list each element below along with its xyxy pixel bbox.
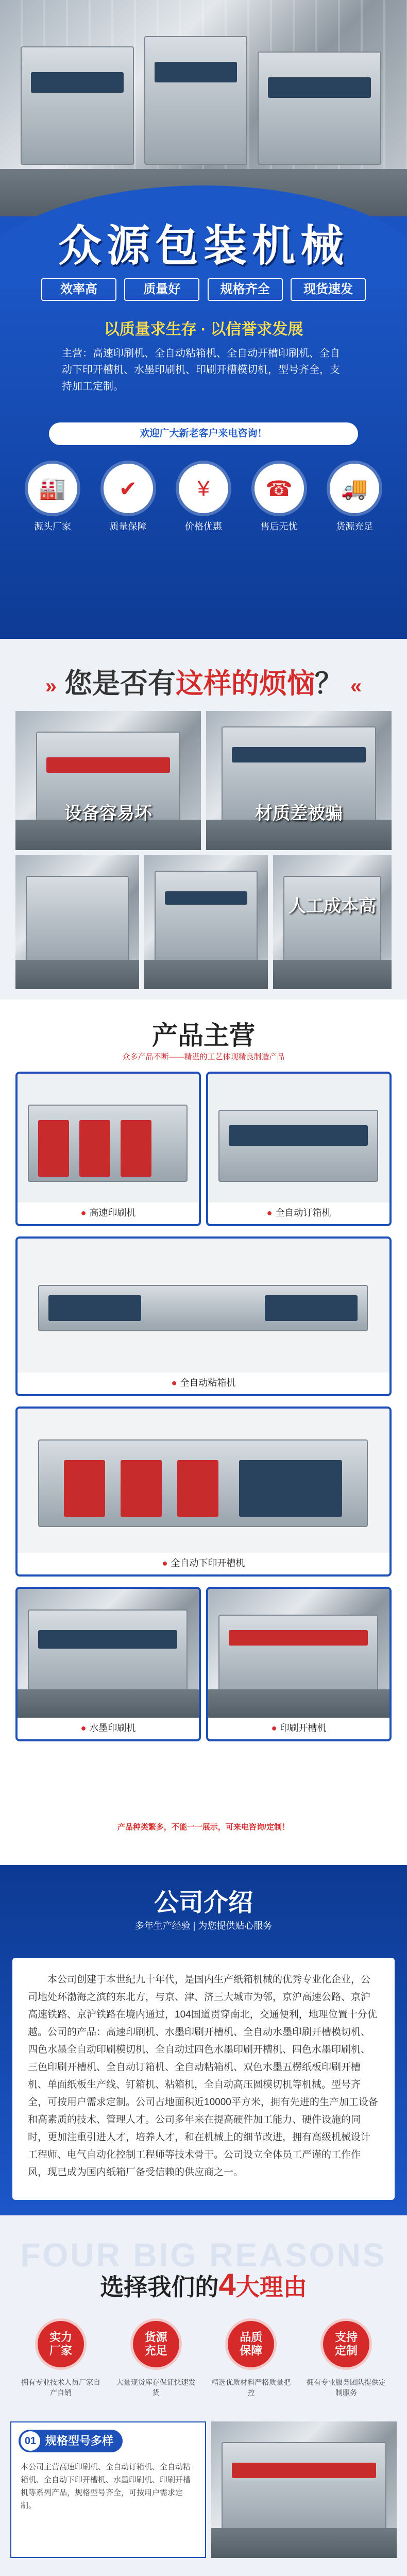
service-icon: ☎ xyxy=(255,464,304,513)
products-subtitle: 众多产品不断——精湛的工艺体现精良制造产品 xyxy=(122,1053,285,1061)
product-image xyxy=(208,1589,389,1718)
welcome-banner[interactable]: 欢迎广大新老客户来电咨询！ xyxy=(49,422,358,445)
feature-tag: 规格齐全 xyxy=(208,278,283,301)
badge-desc: 精选优质材料严格质量把控 xyxy=(211,2378,291,2397)
reason-heading xyxy=(19,2430,123,2452)
product-name: 全自动订箱机 xyxy=(275,1208,331,1218)
product-label xyxy=(18,1376,389,1389)
product-image xyxy=(18,1074,199,1202)
advantage-label: 源头厂家 xyxy=(34,521,71,532)
advantage-label: 价格优惠 xyxy=(185,521,222,532)
advantage-label: 货源充足 xyxy=(336,521,373,532)
trouble-photo xyxy=(273,855,392,989)
badge-desc: 拥有专业服务团队提供定制服务 xyxy=(306,2378,386,2397)
reason-desc: 本公司主营高速印刷机、全自动订箱机、全自动粘箱机、全自动下印开槽机、水墨印刷机、印刷开槽机等系列产品，规格型号齐全，可按用户需求定制。 xyxy=(21,2463,191,2510)
trouble-caption: 设备容易坏 xyxy=(64,804,152,823)
factory-photo xyxy=(0,0,407,216)
hero-banner xyxy=(0,0,407,649)
chevron-left-icon: « xyxy=(350,675,362,698)
quality-icon: ✔ xyxy=(104,464,153,513)
bullet-icon: ● xyxy=(266,1208,273,1218)
badge-label: 支持定制 xyxy=(320,2318,372,2370)
reason-block xyxy=(10,2421,397,2558)
chevron-right-icon: » xyxy=(45,675,57,698)
advantage-label: 售后无忧 xyxy=(260,521,298,532)
products-section xyxy=(0,999,407,1865)
reason-badge xyxy=(21,2318,101,2398)
trouble-grid xyxy=(15,711,392,989)
product-label xyxy=(208,1206,389,1219)
bullet-icon: ● xyxy=(271,1723,277,1733)
reason-title: 规格型号多样 xyxy=(45,2434,114,2447)
advantage-icons xyxy=(21,464,386,533)
trouble-title-suffix: ？ xyxy=(315,668,343,699)
reason-badge xyxy=(211,2318,291,2398)
motto: 以质量求生存 · 以信誉求发展 xyxy=(104,321,303,338)
badge-label: 实力厂家 xyxy=(35,2318,87,2370)
product-name: 全自动粘箱机 xyxy=(180,1378,236,1388)
company-intro-section xyxy=(0,1865,407,2215)
badge-desc: 大量现货库存保证快速发货 xyxy=(116,2378,196,2397)
products-note: 产品种类繁多，不能一一展示，可来电咨询/定制！ xyxy=(117,1823,290,1832)
product-image xyxy=(208,1074,389,1202)
bullet-icon: ● xyxy=(80,1208,87,1218)
badge-label: 品质保障 xyxy=(225,2318,277,2370)
reasons-title-number: 4 xyxy=(218,2267,236,2302)
reasons-section xyxy=(0,2215,407,2576)
product-label xyxy=(18,1206,199,1219)
advantage-item xyxy=(323,464,386,533)
trouble-section xyxy=(0,639,407,999)
brand-title: 众源包装机械 xyxy=(58,222,349,270)
product-card[interactable] xyxy=(15,1072,201,1226)
product-card[interactable] xyxy=(206,1587,392,1741)
advantage-label: 质量保障 xyxy=(109,521,147,532)
feature-tag: 现货速发 xyxy=(291,278,366,301)
badge-label: 货源充足 xyxy=(130,2318,182,2370)
reason-badges xyxy=(21,2318,386,2398)
hero-description: 主营：高速印刷机、全自动粘箱机、全自动开槽印刷机、全自动下印开槽机、水墨印刷机、印刷开槽模切机，型号齐全，支持加工定制。 xyxy=(62,348,340,392)
reason-photo xyxy=(211,2421,397,2558)
feature-tags xyxy=(41,278,366,301)
product-label xyxy=(208,1721,389,1734)
trouble-photo xyxy=(206,711,392,850)
reason-badge xyxy=(306,2318,386,2398)
product-name: 高速印刷机 xyxy=(89,1208,136,1218)
feature-tag: 效率高 xyxy=(41,278,116,301)
trouble-caption: 材质差被骗 xyxy=(255,804,343,823)
trouble-photo xyxy=(15,711,201,850)
product-card[interactable] xyxy=(15,1587,201,1741)
product-image xyxy=(18,1239,389,1372)
trouble-title-highlight: 这样的烦恼 xyxy=(176,668,315,699)
factory-icon: 🏭 xyxy=(28,464,77,513)
bullet-icon: ● xyxy=(80,1723,87,1733)
product-label xyxy=(18,1556,389,1569)
product-image xyxy=(18,1409,389,1553)
advantage-item xyxy=(172,464,235,533)
intro-subtitle: 多年生产经验 | 为您提供贴心服务 xyxy=(134,1921,273,1931)
reasons-title xyxy=(0,2267,407,2302)
advantage-item xyxy=(247,464,311,533)
intro-title: 公司介绍 xyxy=(154,1889,253,1917)
product-name: 印刷开槽机 xyxy=(280,1723,327,1733)
bullet-icon: ● xyxy=(171,1378,177,1388)
product-image xyxy=(18,1589,199,1718)
reason-badge xyxy=(116,2318,196,2398)
delivery-icon: 🚚 xyxy=(330,464,379,513)
reason-number: 01 xyxy=(21,2431,40,2451)
product-name: 全自动下印开槽机 xyxy=(171,1558,245,1568)
trouble-title-prefix: 您是否有 xyxy=(64,668,176,699)
trouble-title xyxy=(0,662,407,701)
reason-text xyxy=(10,2421,206,2558)
product-card[interactable] xyxy=(15,1236,392,1396)
bullet-icon: ● xyxy=(162,1558,168,1568)
advantage-item xyxy=(21,464,84,533)
intro-body: 本公司创建于本世纪九十年代，是国内生产纸箱机械的优秀专业化企业，公司地处环渤海之滨的东北方，与京、津、济三大城市为邻，京沪高速公路、京沪高速铁路、京沪铁路在境内通过，104国道贯穿南北，交通便利，地理位置十分优越。公司的产品：高速印刷机、水墨印刷开槽机、全自动水墨印刷开槽模切机、四色水墨全自动印刷模切机、全自动过四色水墨印刷开槽机、四色水墨印刷机、三色印刷开槽机、全自动订箱机、全自动粘箱机、双色水墨五楞纸板印刷开槽机、单面纸板生产线、钉箱机、粘箱机，全自动高压圆模切机等机械。型号齐全，可按用户需求定制。公司占地面积近10000平方米，拥有先进的生产加工设备和高素质的技术、管理人才。公司多年来在提高硬件加工能力、硬件设施的同时，更加注重引进人才，培养人才，和在机械上的细节改进，拥有高级机械设计工程师、电气自动化控制工程师等技术骨干。公司设立全体员工严谨的工作作风，现已成为国内纸箱厂备受信赖的供应商之一。 xyxy=(28,1974,378,2178)
trouble-photo xyxy=(144,855,268,989)
reasons-title-suffix: 大理由 xyxy=(235,2274,307,2300)
advantage-item xyxy=(96,464,160,533)
badge-desc: 拥有专业技术人员厂家自产自销 xyxy=(21,2378,100,2397)
products-title: 产品主营 xyxy=(152,1021,255,1050)
trouble-photo xyxy=(15,855,139,989)
product-label xyxy=(18,1721,199,1734)
reasons-ghost-title: FOUR BIG REASONS xyxy=(20,2236,387,2274)
trouble-caption: 人工成本高 xyxy=(289,896,376,916)
product-card[interactable] xyxy=(206,1072,392,1226)
product-card[interactable] xyxy=(15,1406,392,1577)
product-name: 水墨印刷机 xyxy=(89,1723,136,1733)
reasons-title-prefix: 选择我们的 xyxy=(100,2274,219,2300)
feature-tag: 质量好 xyxy=(124,278,199,301)
intro-card xyxy=(12,1958,395,2200)
price-icon: ¥ xyxy=(179,464,228,513)
